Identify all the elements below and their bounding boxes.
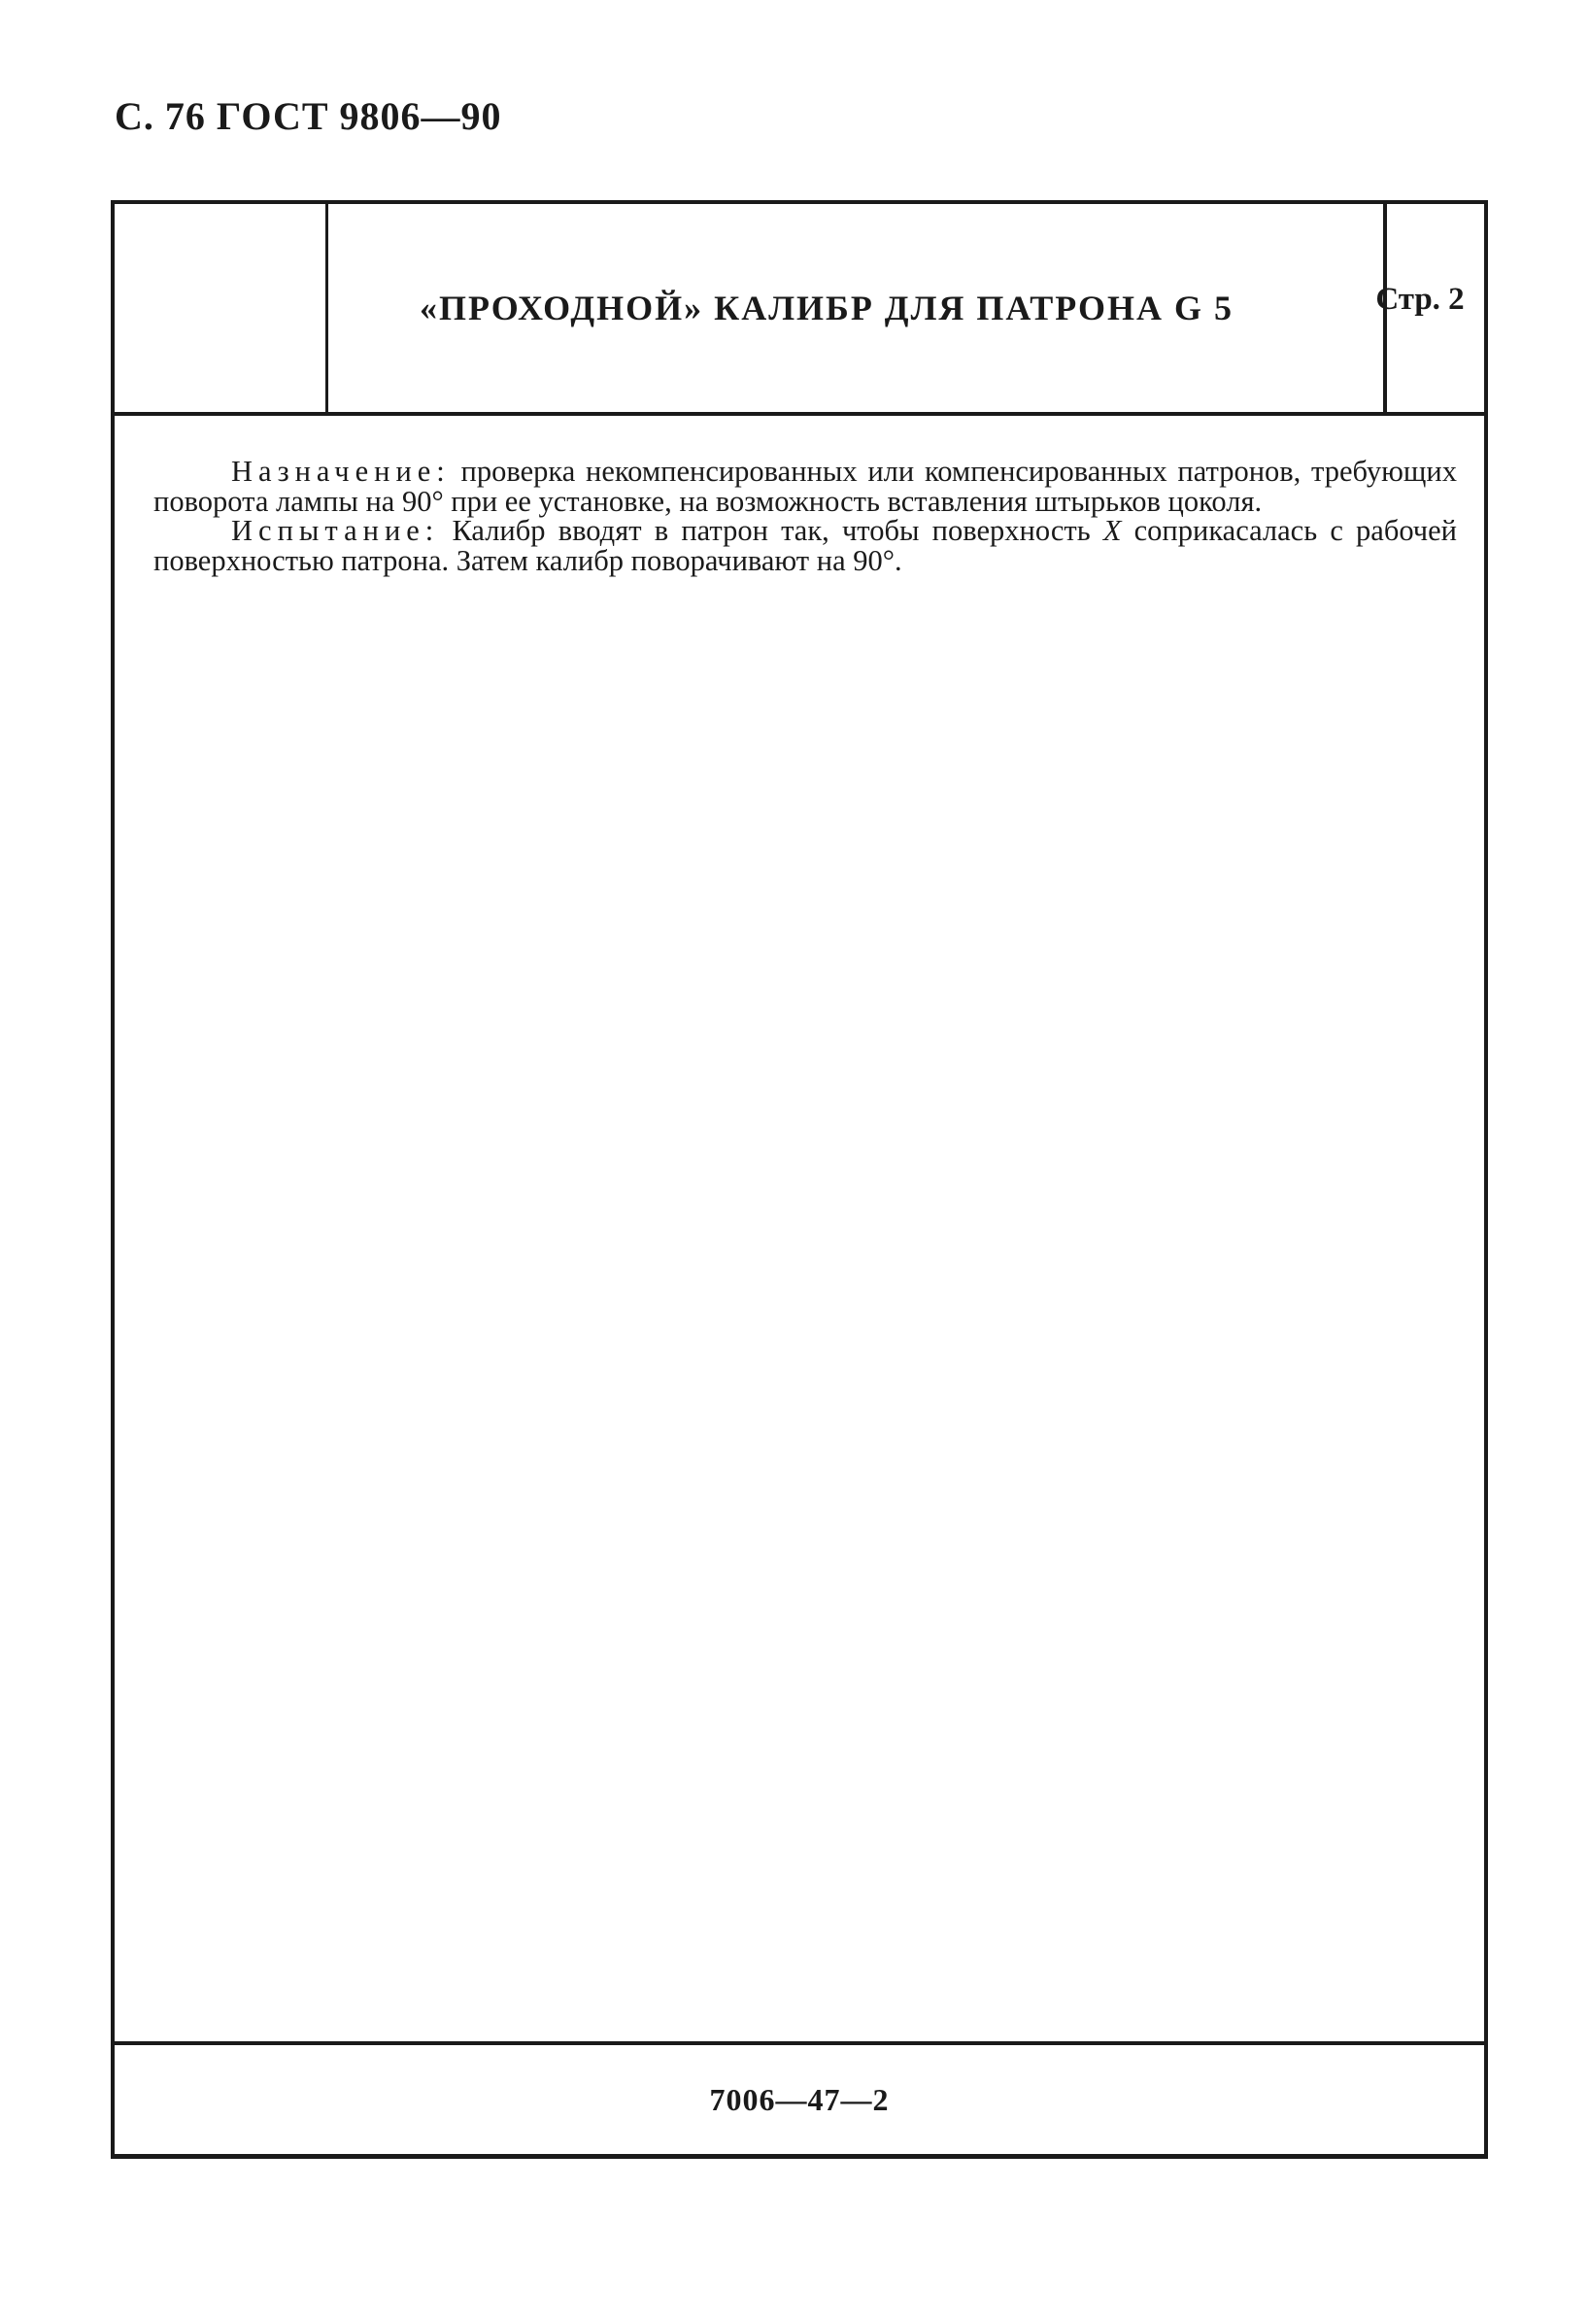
purpose-text: проверка некомпенсированных или компенсированных патронов, требующих поворота лампы на 90° при ее установке, на возможность вставления штырьков цоколя.: [153, 455, 1457, 518]
sheet-footer-code: 7006—47—2: [709, 2081, 890, 2117]
sheet-frame: [111, 200, 1488, 2159]
sheet-title: «ПРОХОДНОЙ» КАЛИБР ДЛЯ ПАТРОНА G 5: [419, 289, 1234, 327]
sheet-head-row: [115, 204, 1484, 416]
sheet-page-ref: Стр. 2: [1375, 282, 1465, 317]
sheet-head-empty-cell: [115, 204, 328, 412]
sheet-footer-row: [115, 2041, 1484, 2154]
purpose-paragraph: [153, 457, 1457, 516]
sheet-head-page-cell: [1375, 204, 1488, 412]
test-text-part-1: Калибр вводят в патрон так, чтобы поверхность: [439, 514, 1103, 547]
test-variable: X: [1102, 514, 1122, 547]
test-label: Испытание:: [231, 514, 440, 547]
sheet-body: [115, 457, 1484, 575]
test-paragraph: [153, 516, 1457, 575]
test-text-part-2: соприкасалась с рабочей поверхностью патрона. Затем калибр поворачивают на 90°.: [153, 514, 1458, 577]
sheet-head-title-cell: [328, 204, 1387, 412]
page-header: С. 76 ГОСТ 9806—90: [115, 94, 502, 138]
purpose-label: Назначение:: [231, 455, 451, 488]
